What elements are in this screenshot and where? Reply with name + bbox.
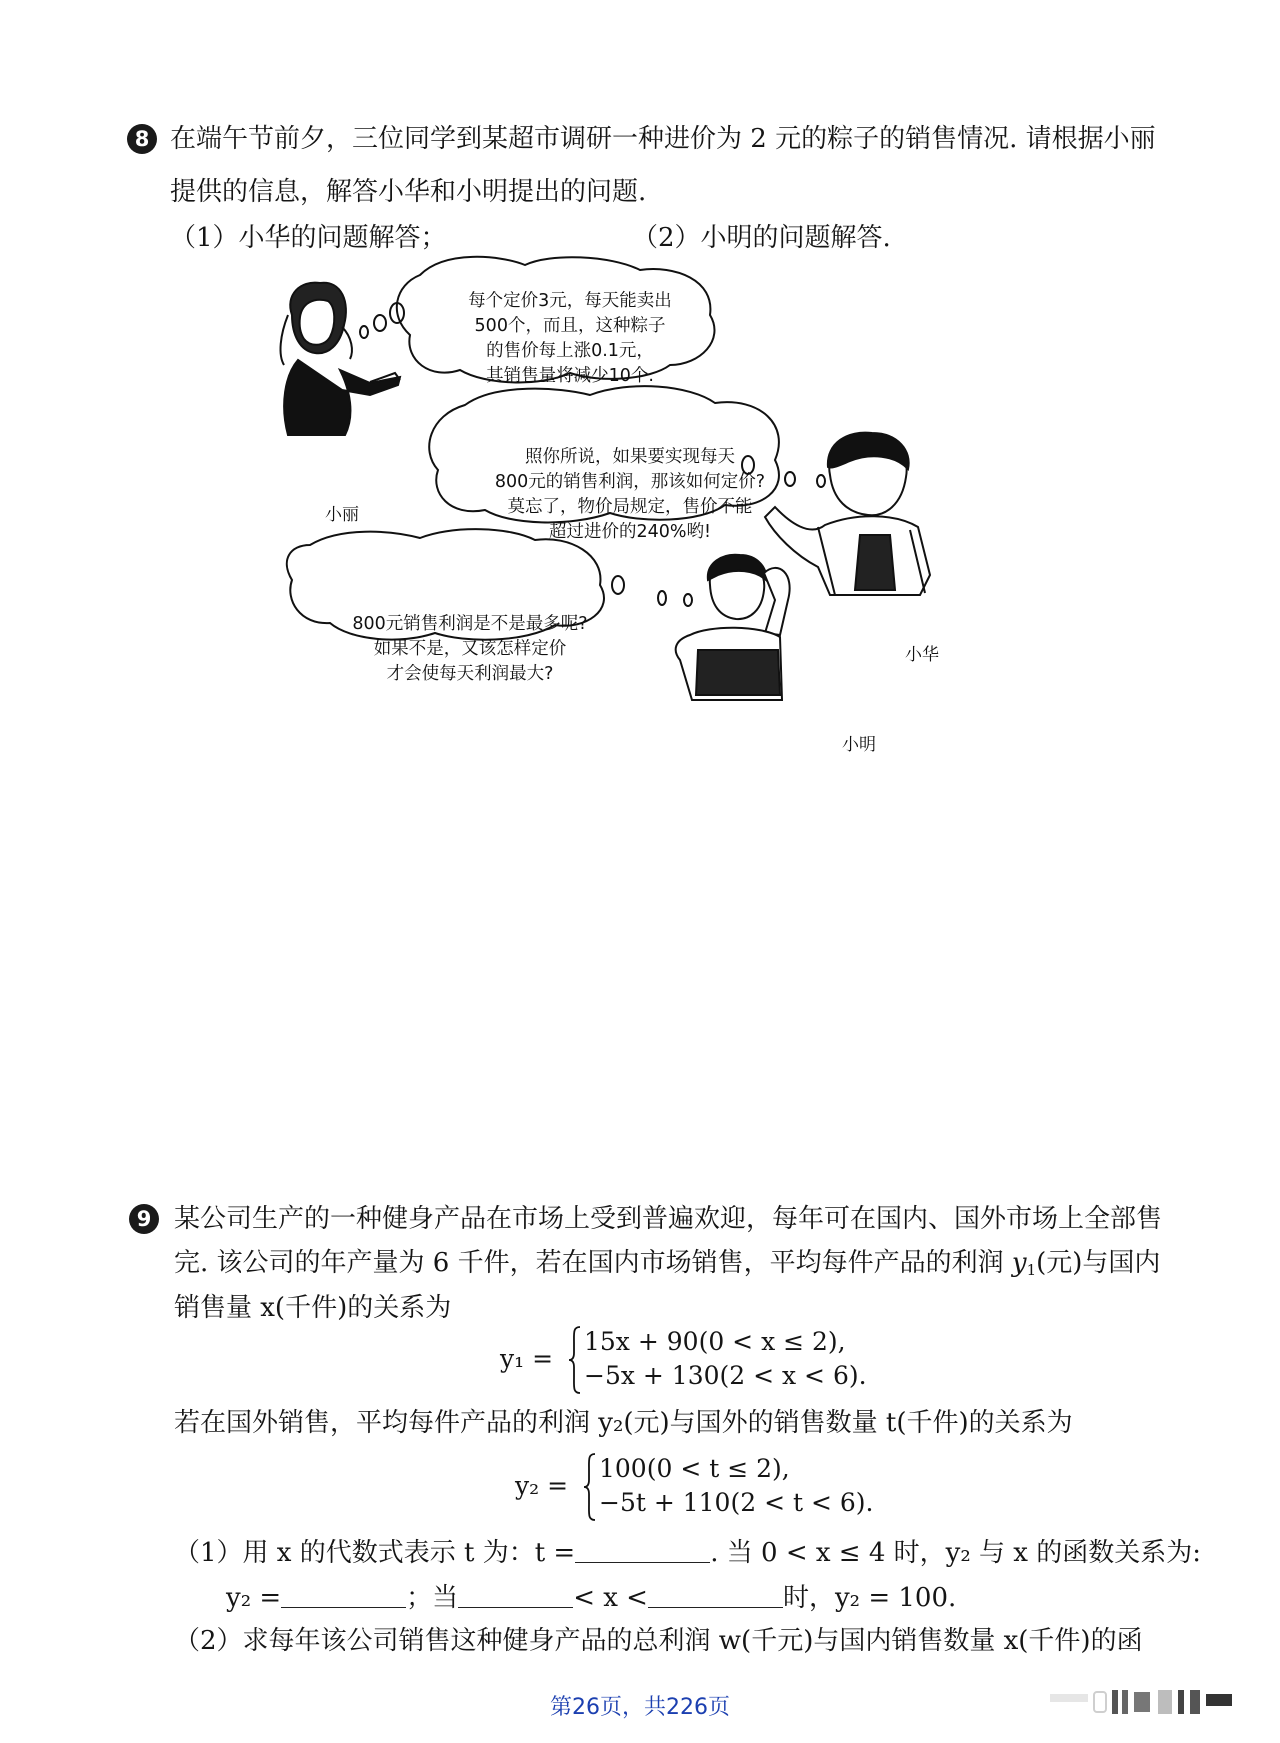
label-xiaohua: 小华 (905, 645, 939, 665)
q9-line-2-start: 完. 该公司的年产量为 6 千件，若在国内市场销售，平均每件产品的利润 (174, 1248, 1012, 1278)
xiaohua-speech-line-1: 照你所说，如果要实现每天 (525, 447, 735, 467)
answer-blank-y2[interactable] (281, 1581, 406, 1608)
q9-line-4: 若在国外销售，平均每件产品的利润 y₂(元)与国外的销售数量 t(千件)的关系为 (174, 1408, 1073, 1438)
xiaoming-speech-line-2: 如果不是，又该怎样定价 (373, 639, 567, 659)
y1-case-1: 15x + 90(0 < x ≤ 2), (584, 1327, 846, 1356)
part1-text-f: 时，y₂ = 100. (782, 1583, 957, 1613)
answer-blank-upper[interactable] (648, 1581, 783, 1608)
q9-line-2-end: (元)与国内 (1036, 1248, 1161, 1278)
xiaoli-speech-line-1: 每个定价3元，每天能卖出 (468, 291, 672, 311)
y2-piecewise (515, 1452, 915, 1524)
y2-case-2: −5t + 110(2 < t < 6). (599, 1488, 874, 1517)
part1-text-d: ；当 (406, 1583, 459, 1613)
xiaoli-speech-line-2: 500个，而且，这种粽子 (474, 316, 666, 336)
xiaoming-speech-line-3: 才会使每天利润最大? (386, 664, 554, 684)
part1-text-b: . 当 0 < x ≤ 4 时，y₂ 与 x 的函数关系为: (710, 1538, 1201, 1568)
xiaoli-speech-line-4: 其销售量将减少10个. (486, 366, 654, 386)
xiaohua-speech-line-4: 超过进价的240%哟! (548, 522, 712, 542)
xiaoli-speech (430, 289, 710, 389)
q8-subquestion-2: （2）小明的问题解答. (632, 223, 891, 253)
y1-piecewise (500, 1325, 900, 1397)
watermark-icon (1050, 1684, 1240, 1720)
y1-case-2: −5x + 130(2 < x < 6). (584, 1361, 867, 1390)
brace-icon (568, 1325, 582, 1395)
var-y1: y (1011, 1248, 1027, 1278)
q9-line-1: 某公司生产的一种健身产品在市场上受到普遍欢迎，每年可在国内、国外市场上全部售 (174, 1204, 1163, 1234)
q8-line-2: 提供的信息，解答小华和小明提出的问题. (170, 177, 647, 207)
xiaohua-speech-line-3: 莫忘了，物价局规定，售价不能 (507, 497, 753, 517)
y1-lhs: y₁ = (500, 1344, 554, 1373)
label-xiaoli: 小丽 (325, 505, 359, 525)
part1-text-e: < x < (573, 1583, 648, 1613)
brace-icon (583, 1452, 597, 1522)
page-indicator: 第26页，共226页 (550, 1695, 730, 1720)
question-8-number: 8 (127, 124, 157, 154)
q9-part-1-line-1 (174, 1535, 1201, 1571)
part1-text-c: y₂ = (226, 1583, 282, 1613)
q9-line-2: 完. 该公司的年产量为 6 千件，若在国内市场销售，平均每件产品的利润 $y_1$(元)与国内 (174, 1248, 1161, 1279)
question-9-number: 9 (129, 1204, 159, 1234)
xiaohua-speech-line-2: 800元的销售利润，那该如何定价? (494, 472, 766, 492)
label-xiaoming: 小明 (842, 735, 876, 755)
xiaoming-figure (676, 555, 790, 700)
q8-line-1: 在端午节前夕，三位同学到某超市调研一种进价为 2 元的粽子的销售情况. 请根据小丽 (170, 124, 1156, 154)
xiaoming-speech (330, 612, 610, 687)
q8-subquestion-1: （1）小华的问题解答； (170, 223, 447, 253)
xiaohua-speech (455, 445, 805, 545)
q9-line-3: 销售量 x(千件)的关系为 (174, 1293, 452, 1323)
y2-case-1: 100(0 < t ≤ 2), (599, 1454, 790, 1483)
xiaoli-figure (281, 283, 400, 435)
q9-part-1-line-2 (226, 1580, 956, 1616)
q9-part-2-line-1: （2）求每年该公司销售这种健身产品的总利润 w(千元)与国内销售数量 x(千件)的函 (174, 1626, 1143, 1656)
y2-lhs: y₂ = (515, 1471, 569, 1500)
part1-text-a: （1）用 x 的代数式表示 t 为：t = (174, 1538, 576, 1568)
answer-blank-t[interactable] (575, 1536, 710, 1563)
answer-blank-lower[interactable] (458, 1581, 573, 1608)
xiaoming-speech-line-1: 800元销售利润是不是最多呢? (352, 614, 588, 634)
xiaoli-speech-line-3: 的售价每上涨0.1元， (486, 341, 654, 361)
